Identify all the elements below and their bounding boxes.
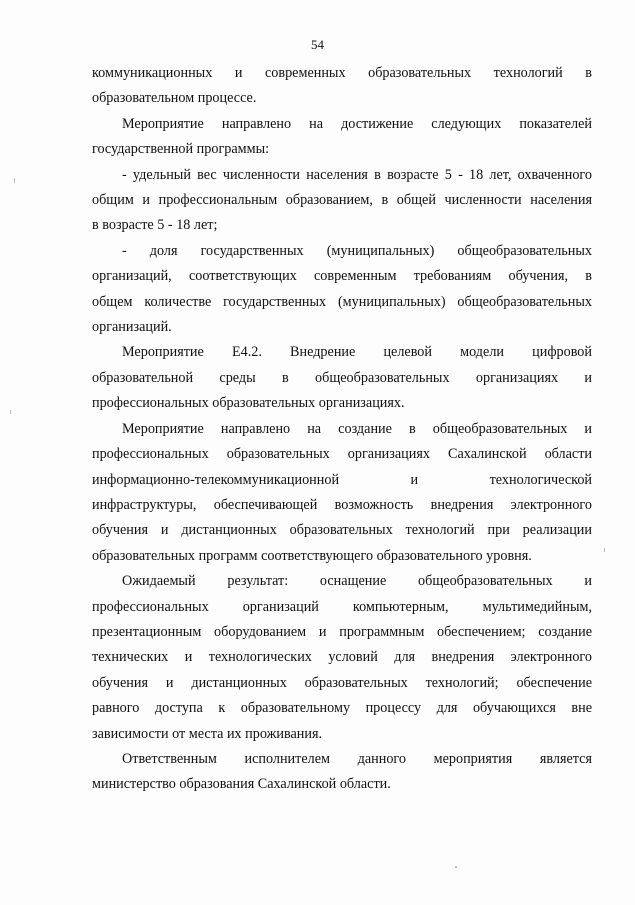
text-line: - доля государственных (муниципальных) общеобразовательных <box>122 242 592 259</box>
text-line: технических и технологических условий для внедрения электронного <box>92 649 592 666</box>
text-line: профессиональных образовательных организациях. <box>92 395 405 412</box>
scan-mark <box>10 410 11 414</box>
paragraph-8 <box>92 747 592 798</box>
text-line: общем количестве государственных (муниципальных) общеобразовательных <box>92 293 592 310</box>
text-line: зависимости от места их проживания. <box>92 725 323 742</box>
text-line: инфраструктуры, обеспечивающей возможность внедрения электронного <box>92 496 592 513</box>
text-line: Ожидаемый результат: оснащение общеобразовательных и <box>122 573 592 590</box>
text-line: обучения и дистанционных образовательных технологий при реализации <box>92 522 592 539</box>
page-number: 54 <box>311 37 324 52</box>
text-line: Мероприятие направлено на создание в общеобразовательных и <box>122 420 592 437</box>
text-line: коммуникационных и современных образовательных технологий в <box>92 65 592 81</box>
text-line: образовательных программ соответствующего образовательного уровня. <box>92 547 532 564</box>
paragraph-6 <box>92 417 592 569</box>
paragraph-1 <box>92 61 592 112</box>
text-line: Ответственным исполнителем данного мероприятия является <box>122 750 592 767</box>
text-line: общим и профессиональным образованием, в общей численности населения <box>92 192 592 209</box>
text-line: профессиональных образовательных организациях Сахалинской области <box>92 446 592 463</box>
text-line: образовательной среды в общеобразовательных организациях и <box>92 369 592 386</box>
text-line: Мероприятие направлено на достижение следующих показателей <box>122 115 592 132</box>
document-body <box>92 61 592 798</box>
paragraph-2 <box>92 112 592 163</box>
text-line: информационно-телекоммуникационной и технологической <box>92 471 592 488</box>
text-line: организаций, соответствующих современным требованиям обучения, в <box>92 268 592 285</box>
text-line: государственной программы: <box>92 141 270 158</box>
paragraph-4 <box>92 239 592 341</box>
text-line: в возрасте 5 - 18 лет; <box>92 217 218 234</box>
paragraph-7 <box>92 569 592 747</box>
text-line: образовательном процессе. <box>92 90 257 107</box>
text-line: Мероприятие Е4.2. Внедрение целевой модели цифровой <box>122 344 592 361</box>
scan-mark <box>455 866 457 868</box>
text-line: обучения и дистанционных образовательных технологий; обеспечение <box>92 674 592 691</box>
text-line: профессиональных организаций компьютерным, мультимедийным, <box>92 598 592 615</box>
text-line: - удельный вес численности населения в возрасте 5 - 18 лет, охваченного <box>122 166 592 183</box>
paragraph-3 <box>92 163 592 239</box>
paragraph-5 <box>92 340 592 416</box>
scan-mark <box>14 178 15 183</box>
scan-mark <box>604 548 605 552</box>
text-line: презентационным оборудованием и программным обеспечением; создание <box>92 623 592 640</box>
text-line: министерство образования Сахалинской области. <box>92 776 391 793</box>
text-line: организаций. <box>92 319 172 336</box>
text-line: равного доступа к образовательному процессу для обучающихся вне <box>92 700 592 717</box>
